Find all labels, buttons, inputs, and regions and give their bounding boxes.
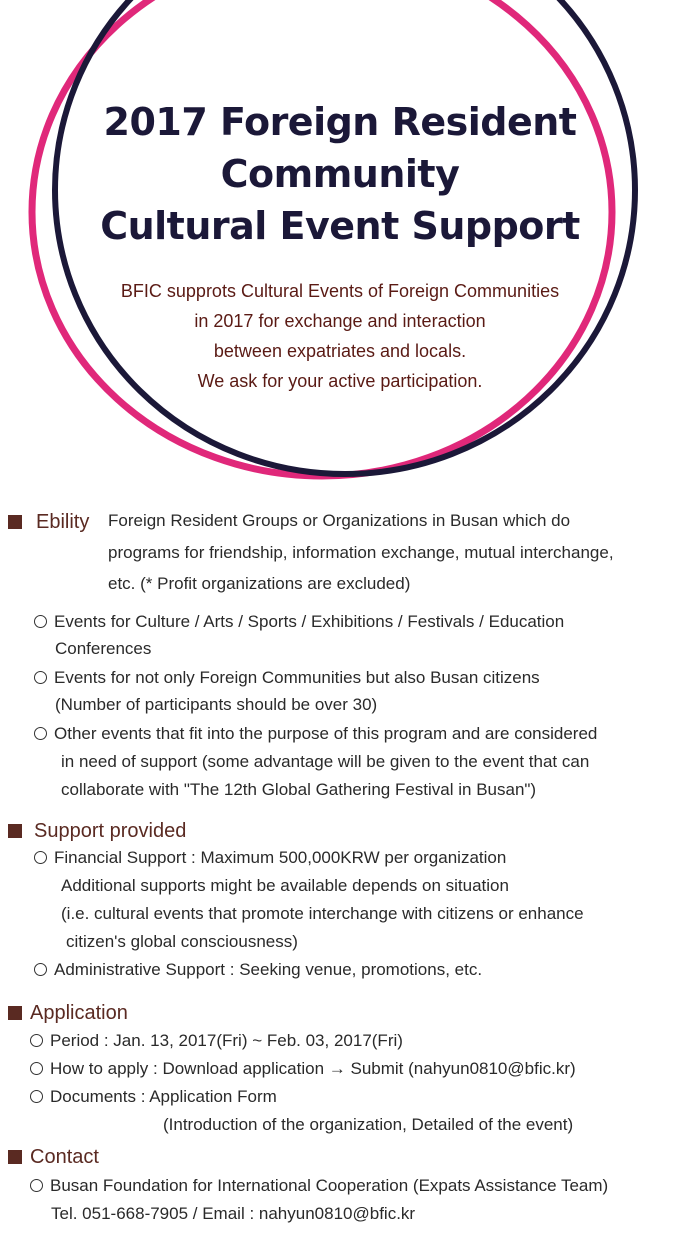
hero-subtitle-line: between expatriates and locals. bbox=[213, 341, 467, 361]
hero-title-line: 2017 Foreign Resident bbox=[103, 100, 577, 144]
list-item: Administrative Support : Seeking venue, promotions, etc. bbox=[34, 959, 482, 981]
list-item-cont: Tel. 051-668-7905 / Email : nahyun0810@bfic.kr bbox=[51, 1204, 416, 1223]
section-application bbox=[0, 1000, 700, 1026]
ebility-desc: etc. (* Profit organizations are excluded) bbox=[108, 574, 411, 593]
section-square-icon bbox=[8, 824, 22, 838]
section-square-icon bbox=[8, 1006, 22, 1020]
circle-bullet-icon bbox=[34, 727, 47, 740]
list-item-cont: citizen's global consciousness) bbox=[66, 932, 298, 951]
list-item: Documents : Application Form bbox=[30, 1086, 277, 1108]
hero-title-line: Community bbox=[220, 152, 460, 196]
circle-bullet-icon bbox=[34, 963, 47, 976]
circle-bullet-icon bbox=[30, 1090, 43, 1103]
circle-bullet-icon bbox=[34, 615, 47, 628]
hero-title bbox=[60, 96, 620, 252]
circle-bullet-icon bbox=[30, 1179, 43, 1192]
list-item-cont: (i.e. cultural events that promote interchange with citizens or enhance bbox=[61, 904, 584, 923]
list-item-cont: collaborate with "The 12th Global Gathering Festival in Busan") bbox=[61, 780, 537, 799]
list-item-cont: Conferences bbox=[55, 639, 152, 658]
list-item-cont: (Introduction of the organization, Detailed of the event) bbox=[163, 1115, 574, 1134]
hero-subtitle-line: BFIC supprots Cultural Events of Foreign Communities bbox=[120, 281, 560, 301]
section-square-icon bbox=[8, 515, 22, 529]
section-square-icon bbox=[8, 1150, 22, 1164]
list-item-cont: Additional supports might be available depends on situation bbox=[61, 876, 509, 895]
ebility-desc: programs for friendship, information exchange, mutual interchange, bbox=[108, 543, 614, 562]
circle-bullet-icon bbox=[30, 1034, 43, 1047]
hero-subtitle bbox=[90, 276, 590, 396]
circle-bullet-icon bbox=[34, 671, 47, 684]
hero-subtitle-line: We ask for your active participation. bbox=[197, 371, 483, 391]
list-item: Events for Culture / Arts / Sports / Exhibitions / Festivals / Education bbox=[34, 611, 564, 633]
section-title: Support provided bbox=[34, 819, 187, 842]
hero-subtitle-line: in 2017 for exchange and interaction bbox=[194, 311, 486, 331]
list-item: Events for not only Foreign Communities but also Busan citizens bbox=[34, 667, 540, 689]
section-title: Ebility bbox=[36, 510, 90, 533]
section-contact bbox=[0, 1144, 700, 1170]
ebility-desc: Foreign Resident Groups or Organizations in Busan which do bbox=[108, 511, 571, 530]
list-item: Other events that fit into the purpose of this program and are considered bbox=[34, 723, 597, 745]
circle-bullet-icon bbox=[34, 851, 47, 864]
list-item: Financial Support : Maximum 500,000KRW per organization bbox=[34, 847, 506, 869]
list-item-cont: in need of support (some advantage will be given to the event that can bbox=[61, 752, 590, 771]
list-item: Busan Foundation for International Cooperation (Expats Assistance Team) bbox=[30, 1175, 608, 1197]
list-item: How to apply : Download application → Submit (nahyun0810@bfic.kr) bbox=[30, 1058, 576, 1080]
list-item: Period : Jan. 13, 2017(Fri) ~ Feb. 03, 2017(Fri) bbox=[30, 1030, 403, 1052]
section-title: Contact bbox=[30, 1145, 99, 1168]
list-item-cont: (Number of participants should be over 30) bbox=[55, 695, 378, 714]
circle-bullet-icon bbox=[30, 1062, 43, 1075]
hero-title-line: Cultural Event Support bbox=[100, 204, 580, 248]
section-support bbox=[0, 818, 700, 844]
section-title: Application bbox=[30, 1001, 128, 1024]
